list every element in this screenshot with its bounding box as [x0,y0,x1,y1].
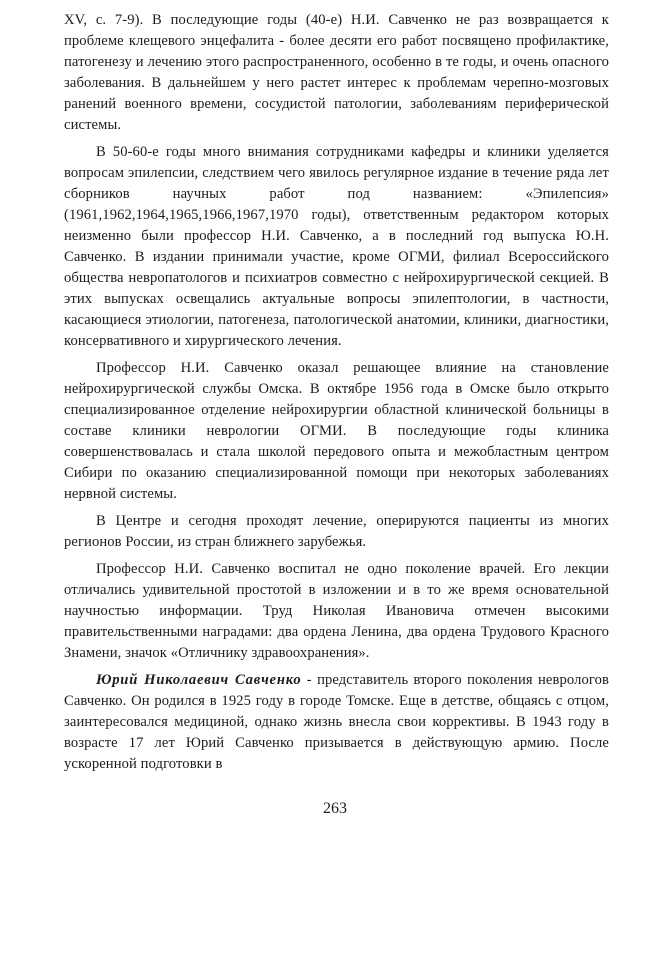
document-page [64,10,609,781]
paragraph-3: Профессор Н.И. Савченко оказал решающее влияние на становление нейрохирургической службы Омска. В октябре 1956 года в Омске было открыто специализированное отделение нейрохирургии областной клинической больницы в составе клиники неврологии ОГМИ. В последующие годы клиника совершенствовалась и стала школой передового опыта и межобластным центром Сибири по оказанию специализированной помощи при некоторых заболеваниях нервной системы. [64,360,609,502]
paragraph-4: В Центре и сегодня проходят лечение, оперируются пациенты из многих регионов России, из стран ближнего зарубежья. [64,513,609,550]
paragraph-5: Профессор Н.И. Савченко воспитал не одно поколение врачей. Его лекции отличались удивительной простотой в изложении и в то же время основательной научностью информации. Труд Николая Ивановича отмечен высокими правительственными наградами: два ордена Ленина, два ордена Трудового Красного Знамени, значок «Отличнику здравоохранения». [64,561,609,661]
paragraph-2: В 50-60-е годы много внимания сотрудниками кафедры и клиники уделяется вопросам эпилепсии, следствием чего явилось регулярное издание в течение ряда лет сборников научных работ под названием: «Эпилепсия» (1961,1962,1964,1965,1966,1967,1970 годы), ответственным редактором которых неизменно были профессор Н.И. Савченко, а в последний год выпуска Ю.Н. Савченко. В издании принимали участие, кроме ОГМИ, филиал Всероссийского общества невропатологов и психиатров совместно с нейрохирургической секцией. В этих выпусках освещались актуальные вопросы эпилептологии, в частности, касающиеся этиологии, патогенеза, патологической анатомии, клиники, диагностики, консервативного и хирургического лечения. [64,144,609,349]
page-number: 263 [323,800,347,817]
paragraph-6 [64,670,609,775]
person-name-lead: Юрий Николаевич Савченко [96,672,302,688]
paragraph-1: XV, с. 7-9). В последующие годы (40-е) Н.И. Савченко не раз возвращается к проблеме клещевого энцефалита - более десяти его работ посвящено профилактике, патогенезу и лечению этого распространенного, особенно в те годы, и очень опасного заболевания. В дальнейшем у него растет интерес к проблемам черепно-мозговых ранений военного времени, сосудистой патологии, заболеваниям периферической системы. [64,12,609,133]
paragraph-6-text: - представитель второго поколения неврологов Савченко. Он родился в 1925 году в городе Томске. Еще в детстве, общаясь с отцом, заинтересовался медициной, однако жизнь внесла свои коррективы. В 1943 году в возрасте 17 лет Юрий Савченко призывается в действующую армию. После ускоренной подготовки в [64,672,609,772]
